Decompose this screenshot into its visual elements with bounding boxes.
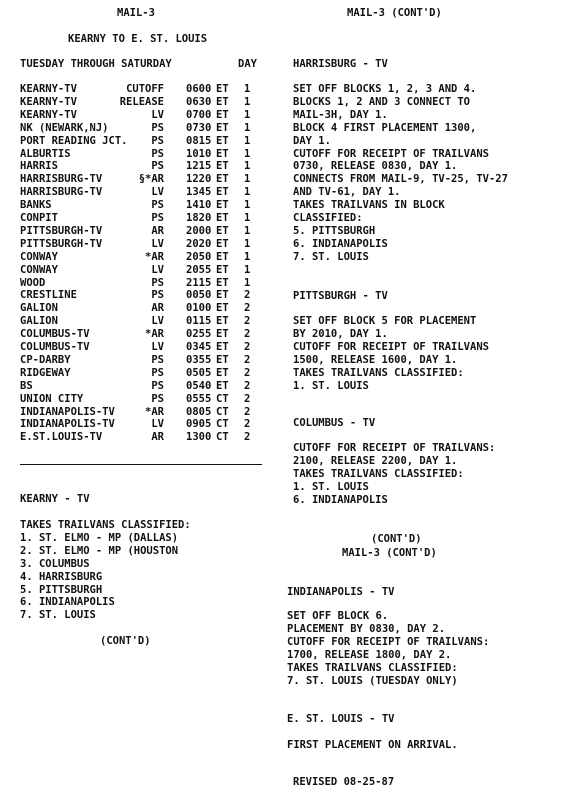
- schedule-day: 1: [244, 212, 251, 224]
- schedule-code: PS: [151, 121, 164, 134]
- schedule-station: HARRISBURG-TV: [20, 186, 103, 199]
- schedule-code: §*AR: [138, 173, 164, 186]
- schedule-day: 1: [244, 173, 251, 186]
- route-title: KEARNY TO E. ST. LOUIS: [68, 33, 208, 45]
- schedule-time: 0730: [186, 121, 212, 134]
- schedule-tz: ET: [216, 95, 229, 108]
- columbus-title: COLUMBUS - TV: [293, 417, 376, 429]
- schedule-day: 1: [244, 121, 251, 134]
- schedule-tz: CT: [216, 418, 229, 431]
- schedule-code: RELEASE: [119, 95, 164, 108]
- text-line: SET OFF BLOCK 5 FOR PLACEMENT: [293, 315, 477, 327]
- text-line: 1500, RELEASE 1600, DAY 1.: [293, 353, 458, 366]
- schedule-station: INDIANAPOLIS-TV: [20, 405, 115, 418]
- schedule-tz: ET: [216, 212, 229, 224]
- text-line: MAIL-3H, DAY 1.: [293, 108, 388, 121]
- schedule-time: 2000: [186, 224, 212, 237]
- schedule-station: CONPIT: [20, 212, 58, 224]
- schedule-station: E.ST.LOUIS-TV: [20, 431, 103, 444]
- schedule-tz: ET: [216, 379, 229, 392]
- schedule-time: 2115: [186, 276, 212, 289]
- schedule-station: RIDGEWAY: [20, 366, 71, 379]
- schedule-time: 1010: [186, 147, 212, 160]
- schedule-time: 1300: [186, 431, 212, 444]
- text-line: 5. PITTSBURGH: [293, 224, 376, 237]
- text-line: 5. PITTSBURGH: [20, 583, 103, 596]
- schedule-row: [20, 239, 260, 252]
- schedule-code: PS: [151, 199, 164, 212]
- schedule-tz: ET: [216, 250, 229, 263]
- schedule-time: 0355: [186, 353, 212, 366]
- schedule-day: 1: [244, 108, 251, 121]
- text-line: 6. INDIANAPOLIS: [293, 493, 388, 506]
- schedule-code: LV: [151, 237, 164, 250]
- schedule-tz: ET: [216, 173, 229, 186]
- schedule-day: 1: [244, 263, 251, 276]
- schedule-code: PS: [151, 212, 164, 224]
- schedule-day: 2: [244, 379, 251, 392]
- schedule-day: 2: [244, 315, 251, 328]
- text-line: BLOCKS 1, 2 AND 3 CONNECT TO: [293, 95, 471, 108]
- text-line: TAKES TRAILVANS CLASSIFIED:: [293, 366, 464, 379]
- schedule-station: INDIANAPOLIS-TV: [20, 418, 115, 431]
- schedule-station: WOOD: [20, 276, 46, 289]
- schedule-row: [20, 355, 260, 368]
- estlouis-title: E. ST. LOUIS - TV: [287, 713, 395, 725]
- text-line: 7. ST. LOUIS: [293, 250, 369, 263]
- text-line: 6. INDIANAPOLIS: [20, 596, 115, 609]
- schedule-time: 1220: [186, 173, 212, 186]
- schedule-station: ALBURTIS: [20, 147, 71, 160]
- schedule-tz: ET: [216, 341, 229, 353]
- revised-date: REVISED 08-25-87: [293, 776, 395, 788]
- schedule-station: HARRISBURG-TV: [20, 173, 103, 186]
- schedule-time: 2055: [186, 263, 212, 276]
- text-line: 7. ST. LOUIS (TUESDAY ONLY): [287, 674, 458, 687]
- section-divider: [20, 464, 262, 465]
- schedule-row: [20, 368, 260, 381]
- schedule-tz: ET: [216, 108, 229, 121]
- schedule-station: KEARNY-TV: [20, 95, 77, 108]
- schedule-station: COLUMBUS-TV: [20, 328, 90, 341]
- schedule-code: *AR: [145, 328, 164, 341]
- schedule-row: [20, 123, 260, 136]
- schedule-code: LV: [151, 108, 164, 121]
- schedule-time: 1345: [186, 186, 212, 199]
- schedule-row: [20, 381, 260, 394]
- right-contd: (CONT'D): [371, 533, 422, 545]
- text-line: 3. COLUMBUS: [20, 557, 90, 570]
- schedule-station: NK (NEWARK,NJ): [20, 121, 109, 134]
- schedule-time: 0050: [186, 289, 212, 302]
- schedule-code: *AR: [145, 250, 164, 263]
- schedule-day: 2: [244, 353, 251, 366]
- schedule-day: 2: [244, 289, 251, 302]
- schedule-station: COLUMBUS-TV: [20, 341, 90, 353]
- schedule-tz: ET: [216, 121, 229, 134]
- schedule-code: *AR: [145, 405, 164, 418]
- schedule-days: TUESDAY THROUGH SATURDAY: [20, 58, 172, 70]
- schedule-time: 0805: [186, 405, 212, 418]
- text-line: AND TV-61, DAY 1.: [293, 186, 401, 199]
- schedule-time: 0345: [186, 341, 212, 353]
- schedule-tz: CT: [216, 392, 229, 405]
- schedule-time: 0505: [186, 366, 212, 379]
- schedule-time: 0255: [186, 328, 212, 341]
- schedule-station: GALION: [20, 315, 58, 328]
- schedule-tz: ET: [216, 186, 229, 199]
- schedule-tz: ET: [216, 366, 229, 379]
- text-line: DAY 1.: [293, 134, 331, 147]
- schedule-station: CP-DARBY: [20, 353, 71, 366]
- schedule-tz: ET: [216, 237, 229, 250]
- schedule-time: 1410: [186, 199, 212, 212]
- text-line: 4. HARRISBURG: [20, 570, 103, 583]
- text-line: TAKES TRAILVANS CLASSIFIED:: [293, 467, 464, 480]
- schedule-day: 1: [244, 160, 251, 173]
- schedule-station: BS: [20, 379, 33, 392]
- schedule-station: BANKS: [20, 199, 52, 212]
- schedule-tz: ET: [216, 328, 229, 341]
- schedule-day: 1: [244, 199, 251, 212]
- schedule-tz: ET: [216, 263, 229, 276]
- schedule-day: 2: [244, 431, 251, 444]
- schedule-station: CRESTLINE: [20, 289, 77, 302]
- pittsburgh-title: PITTSBURGH - TV: [293, 290, 388, 302]
- schedule-time: 0100: [186, 302, 212, 315]
- schedule-tz: ET: [216, 147, 229, 160]
- schedule-time: 1820: [186, 212, 212, 224]
- schedule-day: 1: [244, 134, 251, 147]
- schedule-code: PS: [151, 392, 164, 405]
- schedule-day: 2: [244, 341, 251, 353]
- schedule-tz: ET: [216, 302, 229, 315]
- schedule-day: 2: [244, 392, 251, 405]
- schedule-row: [20, 226, 260, 239]
- schedule-time: 0905: [186, 418, 212, 431]
- text-line: 0730, RELEASE 0830, DAY 1.: [293, 160, 458, 173]
- schedule-time: 0115: [186, 315, 212, 328]
- schedule-row: [20, 432, 260, 445]
- schedule-time: 0815: [186, 134, 212, 147]
- schedule-code: LV: [151, 341, 164, 353]
- schedule-station: GALION: [20, 302, 58, 315]
- schedule-code: CUTOFF: [126, 83, 164, 95]
- schedule-tz: ET: [216, 315, 229, 328]
- harrisburg-title: HARRISBURG - TV: [293, 58, 388, 70]
- schedule-code: PS: [151, 289, 164, 302]
- schedule-station: KEARNY-TV: [20, 108, 77, 121]
- schedule-tz: ET: [216, 199, 229, 212]
- schedule-day: 1: [244, 237, 251, 250]
- schedule-tz: ET: [216, 83, 229, 95]
- schedule-code: PS: [151, 276, 164, 289]
- schedule-code: PS: [151, 134, 164, 147]
- schedule-tz: ET: [216, 353, 229, 366]
- text-line: 1700, RELEASE 1800, DAY 2.: [287, 648, 452, 661]
- schedule-row: [20, 252, 260, 265]
- schedule-station: CONWAY: [20, 250, 58, 263]
- schedule-code: LV: [151, 186, 164, 199]
- schedule-day: 1: [244, 95, 251, 108]
- schedule-day: 1: [244, 276, 251, 289]
- text-line: 1. ST. LOUIS: [293, 480, 369, 493]
- schedule-station: PITTSBURGH-TV: [20, 224, 103, 237]
- schedule-station: PORT READING JCT.: [20, 134, 128, 147]
- schedule-tz: CT: [216, 405, 229, 418]
- estlouis-line: FIRST PLACEMENT ON ARRIVAL.: [287, 739, 458, 751]
- right-header: MAIL-3 (CONT'D): [347, 7, 442, 19]
- text-line: BY 2010, DAY 1.: [293, 327, 388, 340]
- schedule-row: [20, 97, 260, 110]
- text-line: CLASSIFIED:: [293, 212, 363, 224]
- left-header: MAIL-3: [117, 7, 155, 19]
- text-line: 1. ST. ELMO - MP (DALLAS): [20, 531, 179, 544]
- schedule-code: PS: [151, 353, 164, 366]
- schedule-day: 1: [244, 147, 251, 160]
- schedule-code: PS: [151, 147, 164, 160]
- text-line: TAKES TRAILVANS IN BLOCK: [293, 199, 445, 212]
- schedule-code: AR: [151, 302, 164, 315]
- text-line: CUTOFF FOR RECEIPT OF TRAILVANS: [293, 340, 489, 353]
- schedule-station: KEARNY-TV: [20, 83, 77, 95]
- schedule-code: PS: [151, 366, 164, 379]
- schedule-row: [20, 136, 260, 149]
- schedule-station: CONWAY: [20, 263, 58, 276]
- schedule-row: [20, 110, 260, 123]
- schedule-code: PS: [151, 379, 164, 392]
- schedule-day: 2: [244, 328, 251, 341]
- schedule-tz: ET: [216, 276, 229, 289]
- kearny-title: KEARNY - TV: [20, 493, 90, 505]
- schedule-time: 1215: [186, 160, 212, 173]
- schedule-day: 1: [244, 186, 251, 199]
- schedule-time: 0540: [186, 379, 212, 392]
- schedule-day: 1: [244, 83, 251, 95]
- text-line: TAKES TRAILVANS CLASSIFIED:: [20, 519, 191, 531]
- schedule-code: AR: [151, 431, 164, 444]
- schedule-code: LV: [151, 263, 164, 276]
- schedule-tz: ET: [216, 160, 229, 173]
- schedule-code: LV: [151, 315, 164, 328]
- text-line: CUTOFF FOR RECEIPT OF TRAILVANS:: [293, 442, 496, 454]
- schedule-day: 1: [244, 224, 251, 237]
- text-line: PLACEMENT BY 0830, DAY 2.: [287, 622, 446, 635]
- schedule-code: AR: [151, 224, 164, 237]
- schedule-day: 2: [244, 405, 251, 418]
- schedule-tz: ET: [216, 289, 229, 302]
- left-contd: (CONT'D): [100, 635, 151, 647]
- text-line: 6. INDIANAPOLIS: [293, 237, 388, 250]
- text-line: 2. ST. ELMO - MP (HOUSTON: [20, 544, 179, 557]
- schedule-day: 1: [244, 250, 251, 263]
- right-header-2: MAIL-3 (CONT'D): [342, 547, 437, 559]
- schedule-station: UNION CITY: [20, 392, 84, 405]
- text-line: SET OFF BLOCKS 1, 2, 3 AND 4.: [293, 83, 477, 95]
- schedule-code: LV: [151, 418, 164, 431]
- text-line: BLOCK 4 FIRST PLACEMENT 1300,: [293, 121, 477, 134]
- schedule-tz: ET: [216, 134, 229, 147]
- text-line: TAKES TRAILVANS CLASSIFIED:: [287, 661, 458, 674]
- schedule-time: 0555: [186, 392, 212, 405]
- schedule-tz: CT: [216, 431, 229, 444]
- indianapolis-title: INDIANAPOLIS - TV: [287, 586, 395, 598]
- text-line: CONNECTS FROM MAIL-9, TV-25, TV-27: [293, 173, 508, 186]
- text-line: CUTOFF FOR RECEIPT OF TRAILVANS: [293, 147, 489, 160]
- schedule-row: [20, 394, 260, 407]
- schedule-time: 0600: [186, 83, 212, 95]
- schedule-time: 2020: [186, 237, 212, 250]
- schedule-code: PS: [151, 160, 164, 173]
- schedule-time: 0630: [186, 95, 212, 108]
- schedule-tz: ET: [216, 224, 229, 237]
- text-line: 7. ST. LOUIS: [20, 609, 96, 622]
- schedule-day: 2: [244, 418, 251, 431]
- text-line: 2100, RELEASE 2200, DAY 1.: [293, 454, 458, 467]
- schedule-station: PITTSBURGH-TV: [20, 237, 103, 250]
- schedule-station: HARRIS: [20, 160, 58, 173]
- schedule-time: 0700: [186, 108, 212, 121]
- schedule-day: 2: [244, 366, 251, 379]
- schedule-day: 2: [244, 302, 251, 315]
- day-column-header: DAY: [238, 58, 257, 70]
- text-line: CUTOFF FOR RECEIPT OF TRAILVANS:: [287, 635, 490, 648]
- schedule-time: 2050: [186, 250, 212, 263]
- text-line: SET OFF BLOCK 6.: [287, 610, 389, 622]
- schedule-row: [20, 265, 260, 278]
- text-line: 1. ST. LOUIS: [293, 379, 369, 392]
